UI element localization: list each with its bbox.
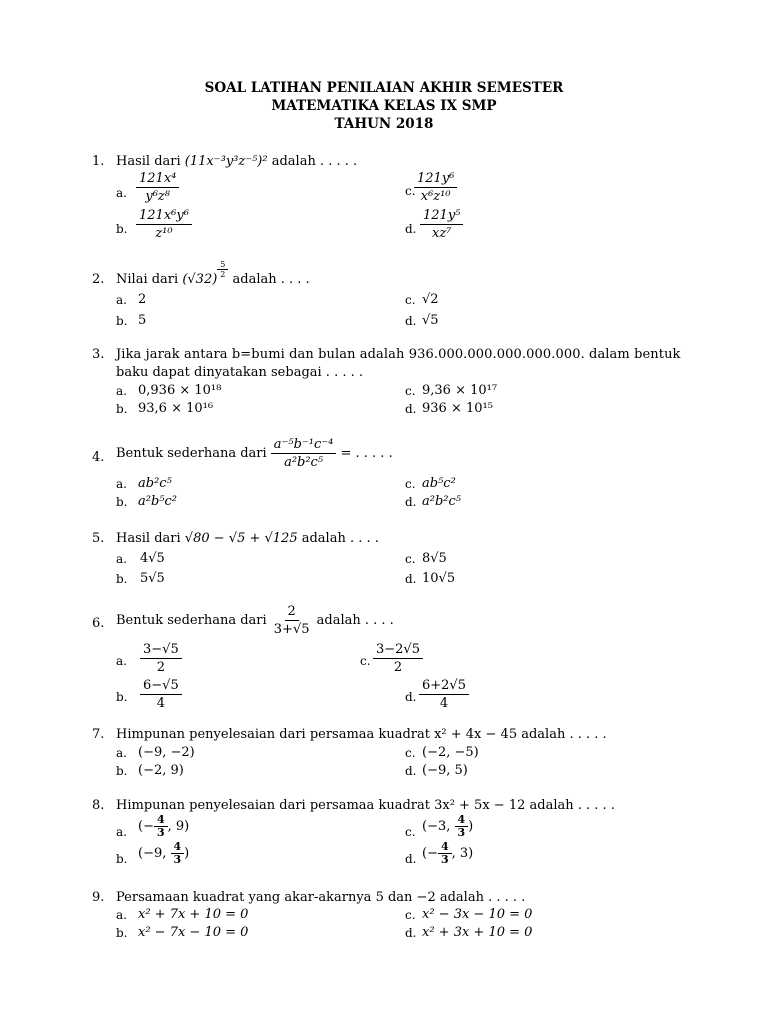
option-label: d. xyxy=(405,314,417,328)
option-d[interactable]: 936 × 10¹⁵ xyxy=(422,401,493,416)
option-c[interactable]: ab⁵c² xyxy=(422,476,456,491)
option-label: c. xyxy=(405,746,416,760)
option-d[interactable] xyxy=(420,207,463,242)
denominator: y⁶z⁸ xyxy=(145,189,170,204)
question-number: 2. xyxy=(92,272,105,287)
option-b[interactable]: 5 xyxy=(138,313,147,328)
option-label: b. xyxy=(116,402,128,416)
question-stem-line2: baku dapat dinyatakan sebagai . . . . . xyxy=(116,365,363,380)
option-label: d. xyxy=(405,572,417,586)
option-d[interactable]: 10√5 xyxy=(422,571,456,586)
question-stem xyxy=(116,531,379,546)
option-c[interactable]: √2 xyxy=(422,292,439,307)
option-label: a. xyxy=(116,654,127,668)
option-label: c. xyxy=(405,293,416,307)
option-a[interactable]: 2 xyxy=(138,292,147,307)
question-stem xyxy=(116,603,394,638)
question-stem xyxy=(116,436,393,471)
question-stem: Himpunan penyelesaian dari persamaa kuadrat x² + 4x − 45 adalah . . . . . xyxy=(116,727,607,742)
option-b[interactable]: x² − 7x − 10 = 0 xyxy=(138,925,249,940)
option-c[interactable]: x² − 3x − 10 = 0 xyxy=(422,907,533,922)
option-label: a. xyxy=(116,186,127,200)
option-label: c. xyxy=(405,477,416,491)
option-d[interactable] xyxy=(419,677,469,712)
option-text: (−3, xyxy=(422,819,455,834)
denominator: 3 xyxy=(440,853,449,866)
option-label: c. xyxy=(405,552,416,566)
numerator: 4 xyxy=(438,841,452,854)
option-a[interactable]: (−9, −2) xyxy=(138,745,195,760)
option-d[interactable]: (−9, 5) xyxy=(422,763,468,778)
option-b[interactable] xyxy=(136,207,192,242)
option-b[interactable] xyxy=(140,677,182,712)
option-label: a. xyxy=(116,293,127,307)
option-label: d. xyxy=(405,495,417,509)
numerator: 3−2√5 xyxy=(373,641,423,659)
stem-text: adalah . . . . xyxy=(297,531,379,546)
stem-expression: √80 − √5 + √125 xyxy=(184,531,298,546)
question-number: 3. xyxy=(92,347,105,362)
stem-text: Nilai dari xyxy=(116,272,183,287)
question-number: 4. xyxy=(92,450,105,465)
option-label: c. xyxy=(405,908,416,922)
option-d[interactable]: √5 xyxy=(422,313,439,328)
denominator: 2 xyxy=(393,660,403,675)
stem-text: Bentuk sederhana dari xyxy=(116,613,271,628)
stem-text: Hasil dari xyxy=(116,154,185,169)
doc-title-line1: SOAL LATIHAN PENILAIAN AKHIR SEMESTER xyxy=(204,80,564,96)
option-d[interactable] xyxy=(422,841,473,866)
option-b[interactable]: (−2, 9) xyxy=(138,763,184,778)
option-label: d. xyxy=(405,402,417,416)
option-d[interactable]: x² + 3x + 10 = 0 xyxy=(422,925,533,940)
option-label: a. xyxy=(116,477,127,491)
numerator: 4 xyxy=(154,814,168,827)
question-number: 8. xyxy=(92,798,105,813)
denominator: 3+√5 xyxy=(273,622,310,637)
option-text: , 9) xyxy=(167,819,190,834)
option-text: ) xyxy=(468,819,474,834)
denominator: 3 xyxy=(173,853,182,866)
option-label: b. xyxy=(116,764,128,778)
option-label: a. xyxy=(116,384,127,398)
option-c[interactable] xyxy=(422,814,473,839)
doc-title-line2: MATEMATIKA KELAS IX SMP xyxy=(271,98,497,114)
numerator: 6+2√5 xyxy=(419,677,469,695)
option-label: a. xyxy=(116,908,127,922)
option-label: b. xyxy=(116,222,128,236)
numerator: 3−√5 xyxy=(140,641,182,659)
option-label: a. xyxy=(116,825,127,839)
option-label: c. xyxy=(405,825,416,839)
stem-text: = . . . . . xyxy=(336,446,393,461)
question-number: 5. xyxy=(92,531,105,546)
option-c[interactable]: 8√5 xyxy=(422,551,447,566)
option-label: d. xyxy=(405,690,417,704)
denominator: xz⁷ xyxy=(431,226,452,241)
option-b[interactable]: a²b⁵c² xyxy=(138,494,177,509)
option-c[interactable] xyxy=(373,641,423,676)
option-label: b. xyxy=(116,495,128,509)
denominator: z¹⁰ xyxy=(155,226,173,241)
question-stem: Persamaan kuadrat yang akar-akarnya 5 dan −2 adalah . . . . . xyxy=(116,890,526,905)
denominator: a²b²c⁵ xyxy=(284,455,324,470)
option-label: c. xyxy=(405,384,416,398)
option-label: d. xyxy=(405,764,417,778)
denominator: 3 xyxy=(457,826,466,839)
option-a[interactable]: x² + 7x + 10 = 0 xyxy=(138,907,249,922)
question-stem: Himpunan penyelesaian dari persamaa kuadrat 3x² + 5x − 12 adalah . . . . . xyxy=(116,798,615,813)
numerator: 4 xyxy=(455,814,469,827)
numerator: 4 xyxy=(171,841,185,854)
option-c[interactable]: 9,36 × 10¹⁷ xyxy=(422,383,498,398)
option-a[interactable]: 4√5 xyxy=(140,551,165,566)
option-c[interactable]: (−2, −5) xyxy=(422,745,479,760)
option-b[interactable] xyxy=(138,841,189,866)
numerator: 121y⁵ xyxy=(420,207,463,225)
stem-text: Bentuk sederhana dari xyxy=(116,446,271,461)
stem-expression: (√32) xyxy=(182,272,218,287)
denominator: x⁶z¹⁰ xyxy=(420,189,451,204)
question-number: 9. xyxy=(92,890,105,905)
denominator: 3 xyxy=(156,826,165,839)
denominator: 4 xyxy=(439,696,449,711)
option-label: d. xyxy=(405,222,417,236)
option-text: (− xyxy=(422,846,438,861)
numerator: 121x⁴ xyxy=(136,170,179,188)
stem-expression: (11x⁻³y³z⁻⁵)² xyxy=(184,154,268,169)
option-a[interactable] xyxy=(138,814,189,839)
stem-text: adalah . . . . xyxy=(312,613,394,628)
option-b[interactable]: 93,6 × 10¹⁶ xyxy=(138,401,214,416)
question-stem xyxy=(116,260,310,287)
option-text: , 3) xyxy=(451,846,474,861)
numerator: 6−√5 xyxy=(140,677,182,695)
question-number: 1. xyxy=(92,154,105,169)
option-label: c. xyxy=(405,184,416,198)
denominator: 2 xyxy=(156,660,165,675)
stem-text: adalah . . . . xyxy=(228,272,310,287)
option-label: d. xyxy=(405,852,417,866)
numerator: a⁻⁵b⁻¹c⁻⁴ xyxy=(271,436,337,454)
option-label: a. xyxy=(116,746,127,760)
option-label: b. xyxy=(116,690,128,704)
option-text: (−9, xyxy=(138,846,171,861)
numerator: 2 xyxy=(285,603,299,621)
option-a[interactable]: 0,936 × 10¹⁸ xyxy=(138,383,222,398)
question-number: 7. xyxy=(92,727,105,742)
option-label: c. xyxy=(360,654,371,668)
option-label: b. xyxy=(116,572,128,586)
option-label: a. xyxy=(116,552,127,566)
numerator: 121x⁶y⁶ xyxy=(136,207,192,225)
numerator: 121y⁶ xyxy=(414,170,457,188)
exponent-denominator: 2 xyxy=(220,270,226,279)
denominator: 4 xyxy=(156,696,165,711)
doc-title-line3: TAHUN 2018 xyxy=(334,116,434,132)
stem-text: adalah . . . . . xyxy=(267,154,358,169)
option-label: b. xyxy=(116,852,128,866)
question-number: 6. xyxy=(92,616,105,631)
option-d[interactable]: a²b²c⁵ xyxy=(422,494,461,509)
option-a[interactable]: ab²c⁵ xyxy=(138,476,172,491)
option-text: (− xyxy=(138,819,154,834)
question-stem xyxy=(116,154,357,169)
option-a[interactable] xyxy=(136,170,179,205)
option-label: d. xyxy=(405,926,417,940)
question-stem-line1: Jika jarak antara b=bumi dan bulan adalah 936.000.000.000.000.000. dalam bentuk xyxy=(116,347,681,362)
option-label: b. xyxy=(116,314,128,328)
option-label: b. xyxy=(116,926,128,940)
option-b[interactable]: 5√5 xyxy=(140,571,165,586)
exponent-numerator: 5 xyxy=(217,260,228,270)
option-a[interactable] xyxy=(140,641,182,676)
stem-text: Hasil dari xyxy=(116,531,185,546)
option-c[interactable] xyxy=(414,170,457,205)
option-text: ) xyxy=(184,846,190,861)
